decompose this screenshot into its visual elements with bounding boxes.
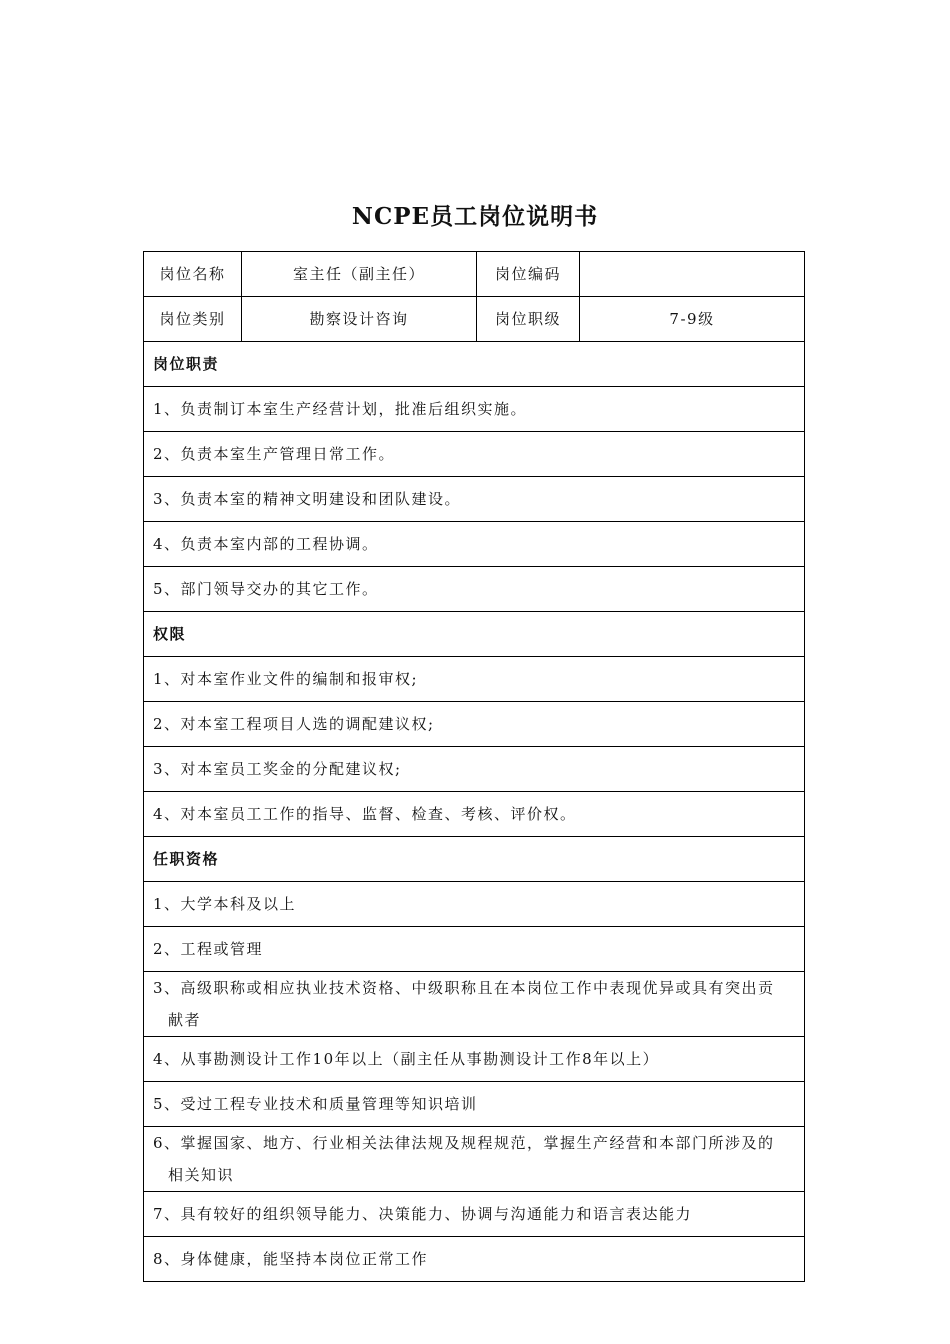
responsibility-item: 3、负责本室的精神文明建设和团队建设。 (144, 477, 805, 522)
section-heading-authority: 权限 (144, 612, 805, 657)
qualification-item-wrapped (144, 972, 805, 1037)
responsibility-item: 5、部门领导交办的其它工作。 (144, 567, 805, 612)
qualification-item: 4、从事勘测设计工作10年以上（副主任从事勘测设计工作8年以上） (144, 1037, 805, 1082)
authority-item: 1、对本室作业文件的编制和报审权; (144, 657, 805, 702)
responsibility-item: 1、负责制订本室生产经营计划，批准后组织实施。 (144, 387, 805, 432)
label-position-name: 岗位名称 (144, 252, 242, 297)
label-position-code: 岗位编码 (477, 252, 580, 297)
qualification-line-continued: 相关知识 (168, 1166, 235, 1184)
label-position-grade: 岗位职级 (477, 297, 580, 342)
value-position-category: 勘察设计咨询 (242, 297, 477, 342)
section-heading-qualifications: 任职资格 (144, 837, 805, 882)
value-position-name: 室主任（副主任） (242, 252, 477, 297)
header-row-2 (144, 297, 805, 342)
section-heading-responsibilities: 岗位职责 (144, 342, 805, 387)
qualification-item: 2、工程或管理 (144, 927, 805, 972)
responsibility-item: 2、负责本室生产管理日常工作。 (144, 432, 805, 477)
authority-item: 2、对本室工程项目人选的调配建议权; (144, 702, 805, 747)
document-title: NCPE员工岗位说明书 (351, 203, 599, 230)
qualification-item-wrapped (144, 1127, 805, 1192)
authority-item: 4、对本室员工工作的指导、监督、检查、考核、评价权。 (144, 792, 805, 837)
value-position-grade: 7-9级 (580, 297, 805, 342)
value-position-code (580, 252, 805, 297)
job-description-table (143, 251, 805, 1282)
qualification-line: 3、高级职称或相应执业技术资格、中级职称且在本岗位工作中表现优异或具有突出贡 (153, 979, 775, 997)
qualification-item: 7、具有较好的组织领导能力、决策能力、协调与沟通能力和语言表达能力 (144, 1192, 805, 1237)
label-position-category: 岗位类别 (144, 297, 242, 342)
qualification-line-continued: 献者 (168, 1011, 202, 1029)
header-row-1 (144, 252, 805, 297)
qualification-item: 5、受过工程专业技术和质量管理等知识培训 (144, 1082, 805, 1127)
qualification-line: 6、掌握国家、地方、行业相关法律法规及规程规范，掌握生产经营和本部门所涉及的 (153, 1134, 775, 1152)
qualification-item: 1、大学本科及以上 (144, 882, 805, 927)
responsibility-item: 4、负责本室内部的工程协调。 (144, 522, 805, 567)
qualification-item: 8、身体健康，能坚持本岗位正常工作 (144, 1237, 805, 1282)
authority-item: 3、对本室员工奖金的分配建议权; (144, 747, 805, 792)
